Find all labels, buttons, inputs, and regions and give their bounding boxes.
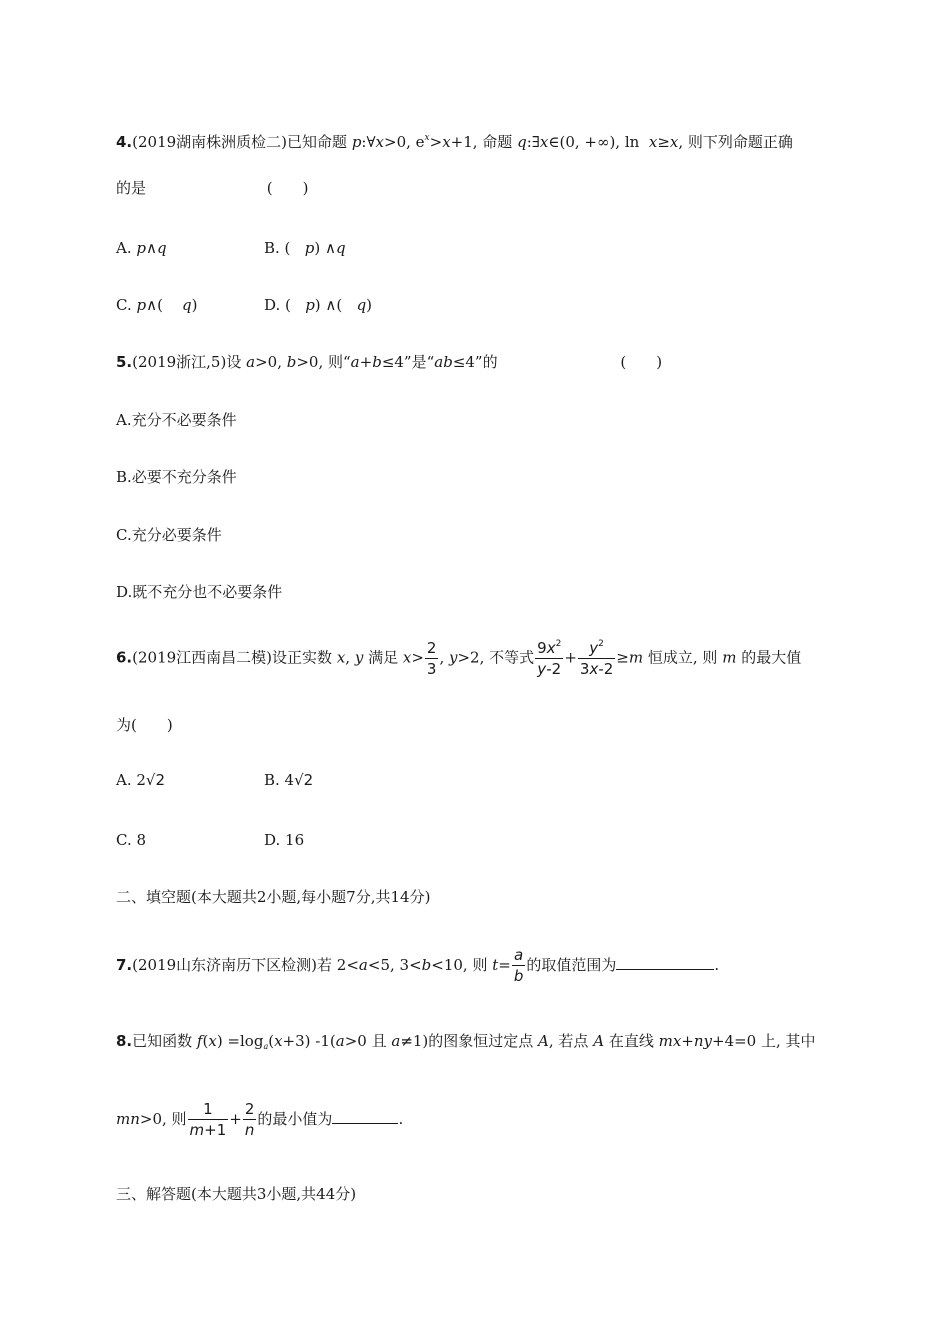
q8-answer-blank[interactable] xyxy=(332,1122,398,1124)
q6-option-c: C. 8 xyxy=(116,831,147,849)
q4-stem-line: 4.(2019湖南株洲质检二)已知命题 p:∀x>0, $e^x>x+1$, 命题 q:∃x∈(0, +∞), ln x≥x, 则下列命题正确 xyxy=(116,133,793,151)
q4-option-d: D. ( p) ∧( q) xyxy=(264,296,373,314)
q6-stem-line2: 为( ) xyxy=(116,716,173,734)
q5-option-b: B.必要不充分条件 xyxy=(116,468,237,486)
q4-option-b: B. ( p) ∧q xyxy=(264,239,346,257)
q6-source: (2019江西南昌二模) xyxy=(132,648,273,667)
q8-fraction-2: $\frac{2}{n}$ xyxy=(244,1100,255,1139)
q7-answer-blank[interactable] xyxy=(616,968,714,970)
q4-answer-paren: ( ) xyxy=(266,179,309,197)
q6-option-a: A. 2√2 xyxy=(116,771,166,789)
q4-stem2: 的是 xyxy=(116,179,147,197)
q5-number: 5. xyxy=(116,353,133,371)
q6-option-d: D. 16 xyxy=(264,831,305,849)
q7-source: (2019山东济南历下区检测) xyxy=(132,956,318,974)
q6-stem-line: 6.(2019江西南昌二模)设正实数 x, y 满足 x> $\frac{2}{3}$ , y>2, 不等式 $\frac{9x^2}{y-2}$ + $\frac{y^2}{3x-2}$ ≥m 恒成立, 则 m 的最大值 xyxy=(116,638,802,678)
section-3-heading: 三、解答题(本大题共3小题,共44分) xyxy=(116,1185,357,1203)
q8-stem-line: 8.已知函数 $f(x) =\log_a(x+3)$ -1(a>0 且 a≠1)的图象恒过定点 A, 若点 A 在直线 mx+ny+4=0 上, 其中 xyxy=(116,1032,816,1051)
q7-fraction-a-over-b: $\frac{a}{b}$ xyxy=(513,946,524,985)
q4-option-c: C. p∧( q) xyxy=(116,296,198,314)
q5-option-a: A.充分不必要条件 xyxy=(116,411,237,429)
q5-source: (2019浙江,5) xyxy=(132,353,227,371)
q5-answer-paren: ( ) xyxy=(620,353,663,371)
q8-number: 8. xyxy=(116,1032,133,1050)
q5-stem-line: 5.(2019浙江,5)设 a>0, b>0, 则“a+b≤4”是“ab≤4”的 ( ) xyxy=(116,353,663,371)
q6-number: 6. xyxy=(116,648,133,667)
q8-fraction-1: $\frac{1}{m+1}$ xyxy=(189,1100,227,1139)
section-2-heading: 二、填空题(本大题共2小题,每小题7分,共14分) xyxy=(116,888,431,906)
q5-option-c: C.充分必要条件 xyxy=(116,526,222,544)
q4-number: 4. xyxy=(116,133,133,151)
q4-source: (2019湖南株洲质检二) xyxy=(132,133,288,151)
q4-stem-line2 xyxy=(116,181,309,196)
q6-fraction-2: $\frac{y^2}{3x-2}$ xyxy=(579,639,614,678)
q6-fraction-1: $\frac{9x^2}{y-2}$ xyxy=(537,639,562,678)
q7-stem-line: 7.(2019山东济南历下区检测)若 2<a<5, 3<b<10, 则 t= $\frac{a}{b}$ 的取值范围为 . xyxy=(116,946,720,985)
q6-option-b: B. 4√2 xyxy=(264,771,314,789)
q7-number: 7. xyxy=(116,956,133,974)
q4-option-a: A. p∧q xyxy=(116,239,167,257)
q8-stem-line2: mn>0, 则 $\frac{1}{m+1}$ + $\frac{2}{n}$ 的最小值为 . xyxy=(116,1100,404,1139)
q6-fraction-two-thirds: $\frac{2}{3}$ xyxy=(426,638,437,678)
q5-option-d: D.既不充分也不必要条件 xyxy=(116,583,283,601)
